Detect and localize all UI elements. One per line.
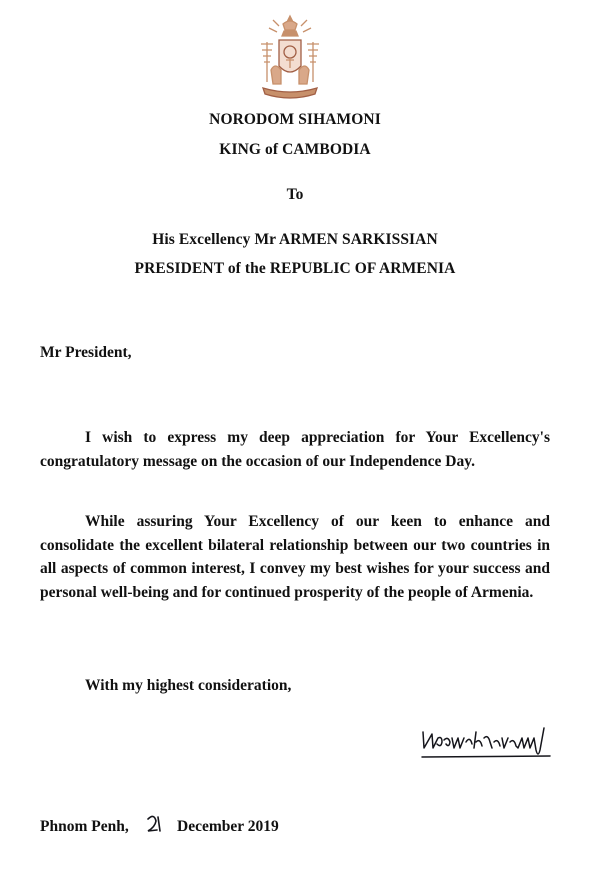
sender-name: NORODOM SIHAMONI: [209, 111, 381, 128]
paragraph-relationship: While assuring Your Excellency of our keen to enhance and consolidate the excellent bilateral relationship between our two countries in all aspects of common interest, I convey my best wishes for your success and personal well-being and for continued prosperity of the people of Armenia.: [40, 513, 550, 601]
paragraph-appreciation: I wish to express my deep appreciation for Your Excellency's congratulatory message on the occasion of our Independence Day.: [40, 429, 550, 470]
place: Phnom Penh,: [40, 818, 129, 835]
royal-coat-of-arms-icon: [255, 14, 325, 106]
closing: With my highest consideration,: [85, 677, 292, 694]
sender-title: KING of CAMBODIA: [219, 141, 371, 158]
recipient-title: PRESIDENT of the REPUBLIC OF ARMENIA: [134, 260, 456, 277]
handwritten-signature-icon: [418, 724, 558, 764]
date-month-year: December 2019: [177, 818, 279, 835]
to-label: To: [286, 186, 304, 203]
salutation: Mr President,: [40, 344, 132, 361]
recipient-name: His Excellency Mr ARMEN SARKISSIAN: [152, 231, 438, 248]
handwritten-day-mark: [142, 813, 166, 837]
